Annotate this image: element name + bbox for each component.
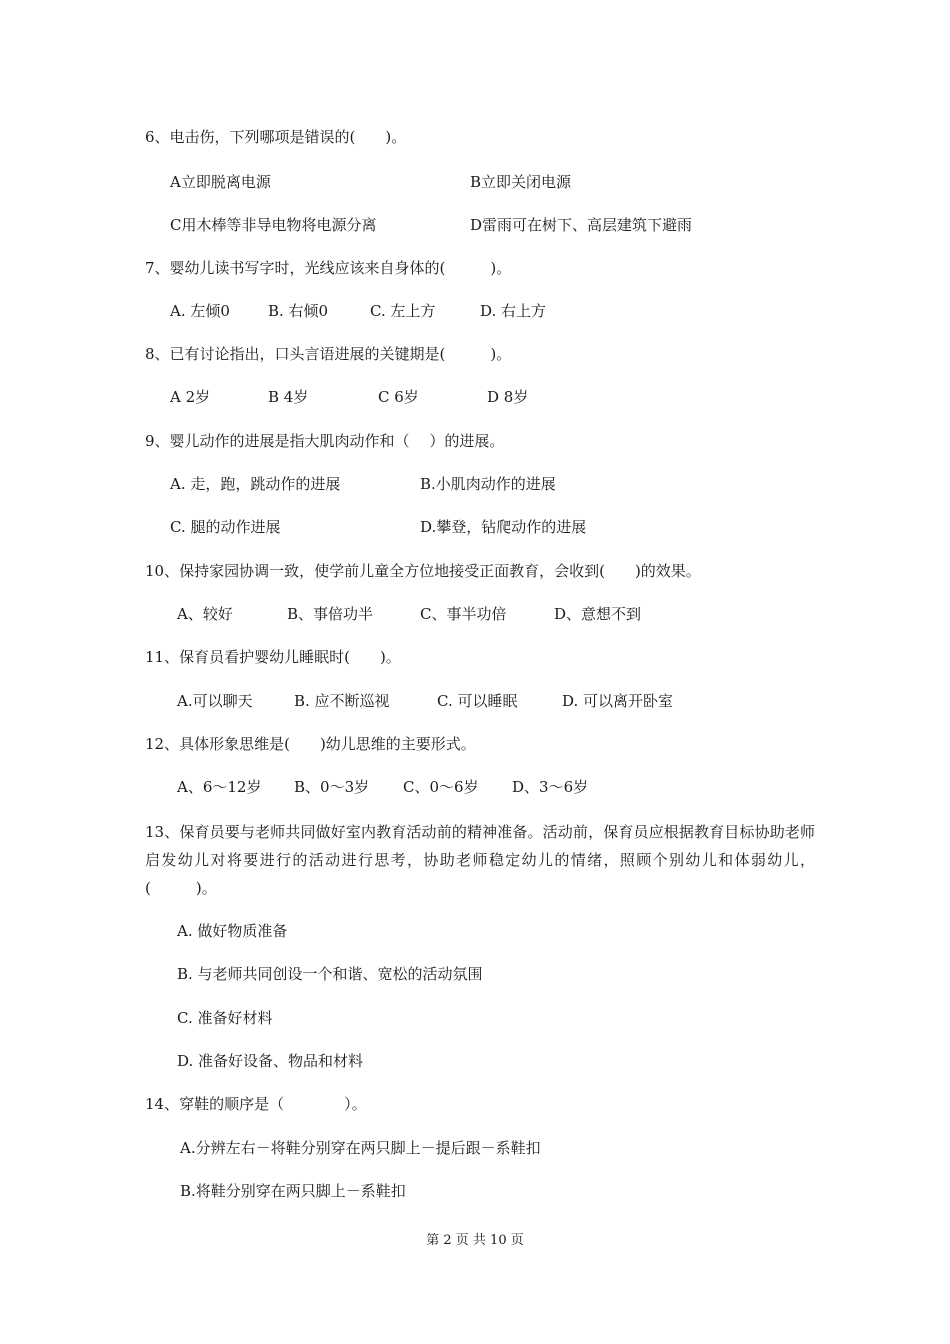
page-number-footer: 第 2 页 共 10 页 <box>426 1233 524 1248</box>
question-11-option-a: A.可以聊天 <box>177 692 253 710</box>
question-11-option-b: B. 应不断巡视 <box>294 692 390 710</box>
question-9-stem: 9、婴儿动作的进展是指大肌肉动作和（ ）的进展。 <box>145 432 505 450</box>
question-13-stem: 13、保育员要与老师共同做好室内教育活动前的精神准备。活动前，保育员应根据教育目标协助老师启发幼儿对将要进行的活动进行思考，协助老师稳定幼儿的情绪，照顾个别幼儿和体弱幼儿，( )。 <box>145 823 815 897</box>
question-13-option-b: B. 与老师共同创设一个和谐、宽松的活动氛围 <box>177 965 483 983</box>
question-13-option-a: A. 做好物质准备 <box>177 922 288 940</box>
question-9-option-d: D.攀登，钻爬动作的进展 <box>420 518 587 536</box>
question-10-stem: 10、保持家园协调一致，使学前儿童全方位地接受正面教育，会收到( )的效果。 <box>145 562 701 580</box>
question-11-option-d: D. 可以离开卧室 <box>562 692 674 710</box>
question-12-option-a: A、6～12岁 <box>177 778 262 796</box>
question-11-stem: 11、保育员看护婴幼儿睡眠时( )。 <box>145 648 401 666</box>
question-7-option-c: C. 左上方 <box>370 302 436 320</box>
question-12-stem: 12、具体形象思维是( )幼儿思维的主要形式。 <box>145 735 476 753</box>
question-6-option-c: C用木棒等非导电物将电源分离 <box>170 216 377 234</box>
question-10-option-d: D、意想不到 <box>554 605 642 623</box>
question-13-option-c: C. 准备好材料 <box>177 1009 273 1027</box>
question-7-option-b: B. 右倾0 <box>268 302 329 320</box>
question-8-option-d: D 8岁 <box>487 388 529 406</box>
question-14-option-b: B.将鞋分别穿在两只脚上－系鞋扣 <box>180 1182 406 1200</box>
question-9-option-c: C. 腿的动作进展 <box>170 518 281 536</box>
question-8-option-c: C 6岁 <box>378 388 419 406</box>
question-12-option-b: B、0～3岁 <box>294 778 370 796</box>
question-6-option-d: D雷雨可在树下、高层建筑下避雨 <box>470 216 693 234</box>
question-8-option-b: B 4岁 <box>268 388 309 406</box>
question-10-option-c: C、事半功倍 <box>420 605 507 623</box>
question-7-stem: 7、婴幼儿读书写字时，光线应该来自身体的( )。 <box>145 259 512 277</box>
question-8-option-a: A 2岁 <box>170 388 211 406</box>
question-14-stem: 14、穿鞋的顺序是（ ）。 <box>145 1095 367 1113</box>
question-9-option-a: A. 走，跑，跳动作的进展 <box>170 475 341 493</box>
question-12-option-c: C、0～6岁 <box>403 778 479 796</box>
question-10-option-b: B、事倍功半 <box>287 605 374 623</box>
question-6-option-b: B立即关闭电源 <box>470 173 572 191</box>
question-8-stem: 8、已有讨论指出，口头言语进展的关键期是( )。 <box>145 345 512 363</box>
question-7-option-d: D. 右上方 <box>480 302 547 320</box>
question-14-option-a: A.分辨左右－将鞋分别穿在两只脚上－提后跟－系鞋扣 <box>180 1139 541 1157</box>
question-6-option-a: A立即脱离电源 <box>170 173 271 191</box>
question-10-option-a: A、较好 <box>177 605 233 623</box>
question-12-option-d: D、3～6岁 <box>512 778 589 796</box>
question-7-option-a: A. 左倾0 <box>170 302 230 320</box>
question-11-option-c: C. 可以睡眠 <box>437 692 518 710</box>
question-6-stem: 6、电击伤，下列哪项是错误的( )。 <box>145 128 407 146</box>
question-13-option-d: D. 准备好设备、物品和材料 <box>177 1052 364 1070</box>
question-9-option-b: B.小肌肉动作的进展 <box>420 475 556 493</box>
